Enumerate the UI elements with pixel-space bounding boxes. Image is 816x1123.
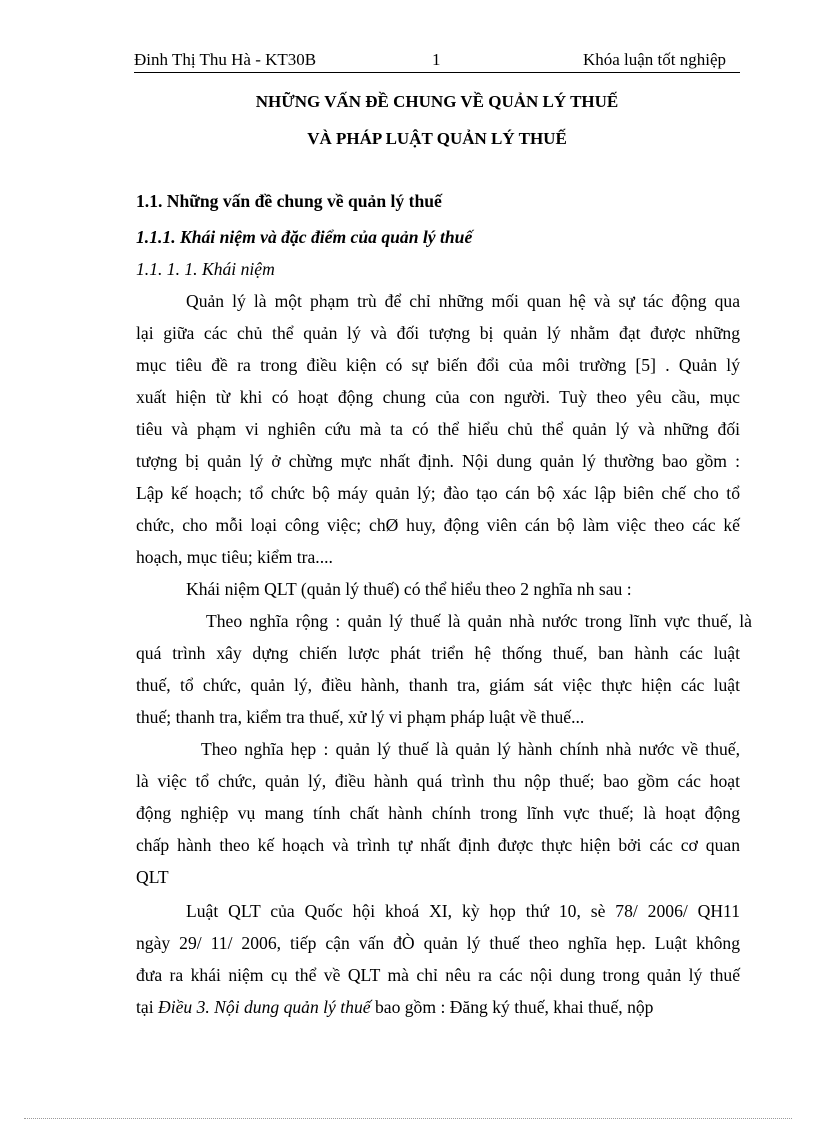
paragraph-line: ngày 29/ 11/ 2006, tiếp cận vấn đÒ quản lý thuế theo nghĩa hẹp. Luật không — [136, 933, 740, 953]
paragraph-line: thuế, tổ chức, quản lý, điều hành, thanh tra, giám sát việc thực hiện các luật — [136, 675, 740, 695]
paragraph-line: Luật QLT của Quốc hội khoá XI, kỳ họp thứ 10, sè 78/ 2006/ QH11 — [186, 901, 740, 921]
paragraph-line: động nghiệp vụ mang tính chất hành chính trong lĩnh vực thuế; là hoạt động — [136, 803, 740, 823]
paragraph-line: Lập kế hoạch; tổ chức bộ máy quản lý; đào tạo cán bộ xác lập biên chế cho tổ — [136, 483, 740, 503]
paragraph-line: lại giữa các chủ thể quản lý và đối tượng bị quản lý nhằm đạt được những — [136, 323, 740, 343]
paragraph-line: đưa ra khái niệm cụ thể về QLT mà chỉ nêu ra các nội dung trong quản lý thuế — [136, 965, 740, 985]
paragraph-line: Theo nghĩa rộng : quản lý thuế là quản nhà nước trong lĩnh vực thuế, là — [206, 611, 752, 631]
paragraph-line: QLT — [136, 867, 169, 887]
section-heading-1-1-1: 1.1.1. Khái niệm và đặc điểm của quản lý thuế — [136, 227, 473, 247]
paragraph-line: quá trình xây dựng chiến lược phát triển hệ thống thuế, ban hành các luật — [136, 643, 740, 663]
section-heading-1-1: 1.1. Những vấn đề chung về quản lý thuế — [136, 191, 442, 211]
paragraph-line: tượng bị quản lý ở chừng mực nhất định. Nội dung quản lý thường bao gồm : — [136, 451, 740, 471]
chapter-title-line-1: NHỮNG VẤN ĐỀ CHUNG VỀ QUẢN LÝ THUẾ — [255, 92, 619, 111]
paragraph-line: xuất hiện từ khi có hoạt động chung của con người. Tuỳ theo yêu cầu, mục — [136, 387, 740, 407]
paragraph-line: là việc tổ chức, quản lý, điều hành quá trình thu nộp thuế; bao gồm các hoạt — [136, 771, 740, 791]
chapter-title-line-2: VÀ PHÁP LUẬT QUẢN LÝ THUẾ — [307, 129, 567, 148]
page-header — [134, 48, 740, 73]
paragraph-line: mục tiêu đề ra trong điều kiện có sự biến đổi của môi trường [5] . Quản lý — [136, 355, 740, 375]
page-bottom-divider — [24, 1118, 792, 1119]
paragraph-line: Khái niệm QLT (quản lý thuế) có thể hiểu theo 2 nghĩa nh sau : — [186, 579, 632, 599]
last-line-suffix: bao gồm : Đăng ký thuế, khai thuế, nộp — [370, 997, 654, 1017]
paragraph-line-last — [136, 993, 740, 1021]
paragraph-line: Quản lý là một phạm trù để chỉ những mối quan hệ và sự tác động qua — [186, 291, 740, 311]
header-doc-type: Khóa luận tốt nghiệp — [582, 50, 726, 69]
paragraph-line: hoạch, mục tiêu; kiểm tra.... — [136, 547, 333, 567]
law-article-reference: Điều 3. Nội dung quản lý thuế — [157, 997, 371, 1017]
header-page-number: 1 — [432, 50, 441, 69]
last-line-prefix: tại — [136, 997, 158, 1017]
paragraph-line: Theo nghĩa hẹp : quản lý thuế là quản lý hành chính nhà nước về thuế, — [201, 739, 740, 759]
paragraph-line: thuế; thanh tra, kiểm tra thuế, xử lý vi phạm pháp luật về thuế... — [136, 707, 585, 727]
paragraph-line: chức, cho mỗi loại công việc; chØ huy, động viên cán bộ làm việc theo các kế — [136, 515, 740, 535]
paragraph-line: tiêu và phạm vi nghiên cứu mà ta có thể hiểu chủ thể quản lý và những đối — [136, 419, 740, 439]
section-heading-1-1-1-1: 1.1. 1. 1. Khái niệm — [136, 259, 275, 279]
header-author: Đinh Thị Thu Hà - KT30B — [134, 50, 317, 69]
paragraph-line: chấp hành theo kế hoạch và trình tự nhất định được thực hiện bởi các cơ quan — [136, 835, 740, 855]
